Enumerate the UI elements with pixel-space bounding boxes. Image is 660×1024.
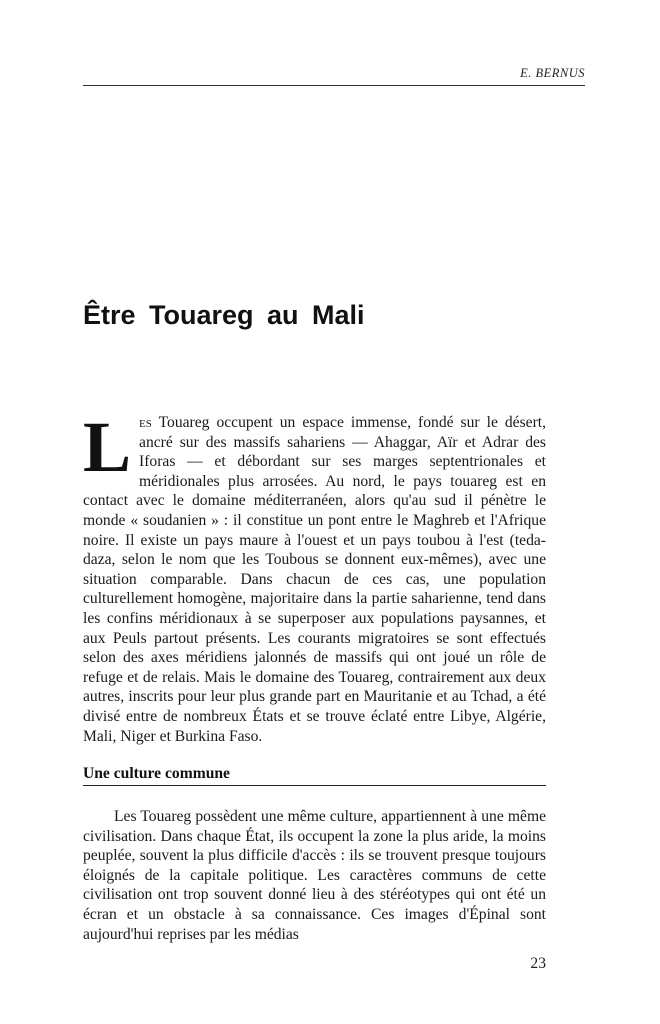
article-title: Être Touareg au Mali bbox=[83, 300, 365, 330]
section-heading: Une culture commune bbox=[83, 765, 546, 786]
intro-lead-smallcaps: es bbox=[139, 414, 152, 431]
running-head-author: E. BERNUS bbox=[520, 66, 585, 80]
page-number: 23 bbox=[530, 955, 546, 972]
header-rule bbox=[83, 85, 585, 86]
drop-cap: L bbox=[83, 407, 132, 487]
intro-paragraph bbox=[83, 407, 546, 746]
section-paragraph: Les Touareg possèdent une même culture, appartiennent à une même civilisation. Dans chaque État, ils occupent la zone la plus aride, la moins peuplée, souvent la plus difficile d'accès : ils se trouvent presque toujours éloignés de la capitale politique. Les caractères communs de cette civilisation ont trop souvent donné lieu à des stéréotypes qui ont été un écran et un obstacle à sa connaissance. Ces images d'Épinal sont aujourd'hui reprises par les médias bbox=[83, 808, 546, 943]
intro-text: Touareg occupent un espace immense, fondé sur le désert, ancré sur des massifs sahariens — Ahaggar, Aïr et Adrar des Iforas — et débordant sur ses marges septentrionales et méridionales plus arrosées. Au nord, le pays touareg est en contact avec le domaine méditerranéen, alors qu'au sud il pénètre le monde « soudanien » : il constitue un pont entre le Maghreb et l'Afrique noire. Il existe un pays maure à l'ouest et un pays toubou à l'est (teda-daza, selon le nom que les Toubous se donnent eux-mêmes), avec une situation comparable. Dans chacun de ces cas, une population culturellement homogène, majoritaire dans la partie saharienne, tend dans les confins méridionaux à se superposer aux populations paysannes, et aux Peuls partout présents. Les courants migratoires se sont effectués selon des axes méridiens jalonnés de massifs qui ont joué un rôle de refuge et de relais. Mais le domaine des Touareg, contrairement aux deux autres, inscrits pour leur plus grande part en Mauritanie et au Tchad, a été divisé entre de nombreux États et se trouve éclaté entre Libye, Algérie, Mali, Niger et Burkina Faso. bbox=[83, 414, 546, 745]
